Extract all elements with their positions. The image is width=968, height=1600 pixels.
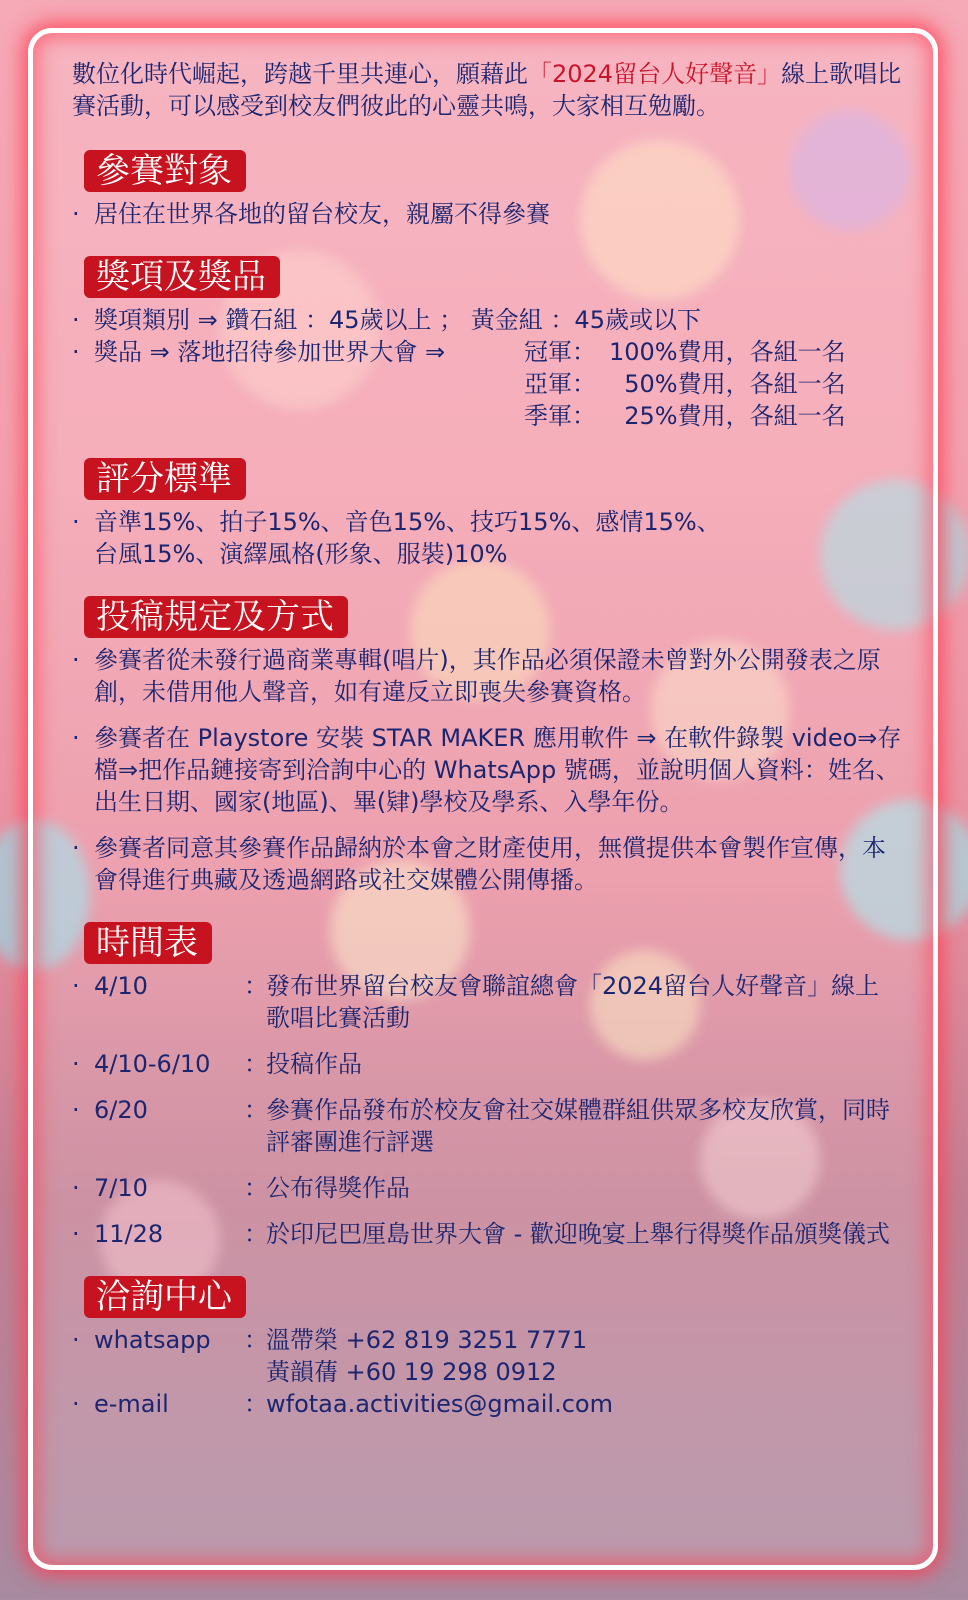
list-item: · 音準15%、拍子15%、音色15%、技巧15%、感情15%、 台風15%、演繹風格(形象、服裝)10%	[72, 508, 721, 568]
section-title: 洽詢中心	[84, 1276, 246, 1318]
list-item: · 居住在世界各地的留台校友，親屬不得參賽	[72, 200, 550, 228]
schedule-row: · 11/28 ： 於印尼巴厘島世界大會 - 歡迎晚宴上舉行得獎作品頒獎儀式	[72, 1220, 890, 1248]
list-item: · 參賽者從未發行過商業專輯(唱片)，其作品必須保證未曾對外公開發表之原創，未借用他人聲音，如有違反立即喪失參賽資格。	[72, 646, 881, 706]
schedule-row: · 4/10 ： 發布世界留台校友會聯誼總會「2024留台人好聲音」線上歌唱比賽活動	[72, 972, 880, 1032]
schedule-row: · 7/10 ： 公布得獎作品	[72, 1174, 410, 1202]
contact-email: · e-mail ： wfotaa.activities@gmail.com	[72, 1388, 902, 1420]
schedule-row: · 6/20 ： 參賽作品發布於校友會社交媒體群組供眾多校友欣賞，同時評審團進行評選	[72, 1096, 890, 1156]
schedule-row: · 4/10-6/10 ： 投稿作品	[72, 1050, 362, 1078]
list-item: · 參賽者在 Playstore 安裝 STAR MAKER 應用軟件 ⇒ 在軟件錄製 video⇒存檔⇒把作品鏈接寄到洽詢中心的 WhatsApp 號碼，並說明個人資料：姓名、出生日期、國家(地區)、畢(肄)學校及學系、入學年份。	[72, 724, 902, 816]
list-item: · 獎項類別 ⇒ 鑽石組 ：45歲以上 ； 黃金組 ：45歲或以下	[72, 306, 701, 334]
event-name: 「2024留台人好聲音」	[528, 60, 782, 88]
section-contact	[72, 1276, 902, 1420]
section-title: 投稿規定及方式	[84, 596, 348, 638]
contact-whatsapp: · whatsapp ： 溫帶榮 +62 819 3251 7771 黃韻蒨 +60 19 298 0912	[72, 1326, 588, 1386]
section-title: 評分標準	[84, 458, 246, 500]
section-schedule	[72, 922, 902, 1250]
whatsapp-contact[interactable]: 溫帶榮 +62 819 3251 7771	[266, 1326, 588, 1354]
section-eligibility	[72, 150, 902, 230]
intro-paragraph: 數位化時代崛起，跨越千里共連心，願藉此「2024留台人好聲音」線上歌唱比賽活動，可以感受到校友們彼此的心靈共鳴，大家相互勉勵。	[72, 60, 902, 120]
section-title: 獎項及獎品	[84, 256, 280, 298]
section-submission	[72, 596, 902, 896]
section-prizes	[72, 256, 902, 432]
prize-table: · 獎品 ⇒ 落地招待參加世界大會 ⇒ 冠軍： 100%費用，各組一名 亞軍： 50%費用，各組一名 季軍： 25%費用，各組一名	[72, 338, 846, 430]
announcement-body	[72, 58, 902, 1446]
section-scoring	[72, 458, 902, 570]
section-title: 時間表	[84, 922, 212, 964]
whatsapp-contact[interactable]: 黃韻蒨 +60 19 298 0912	[266, 1358, 557, 1386]
email-link[interactable]: wfotaa.activities@gmail.com	[266, 1390, 613, 1418]
section-title: 參賽對象	[84, 150, 246, 192]
list-item: · 參賽者同意其參賽作品歸納於本會之財產使用，無償提供本會製作宣傳，本會得進行典藏及透過網路或社交媒體公開傳播。	[72, 834, 886, 894]
